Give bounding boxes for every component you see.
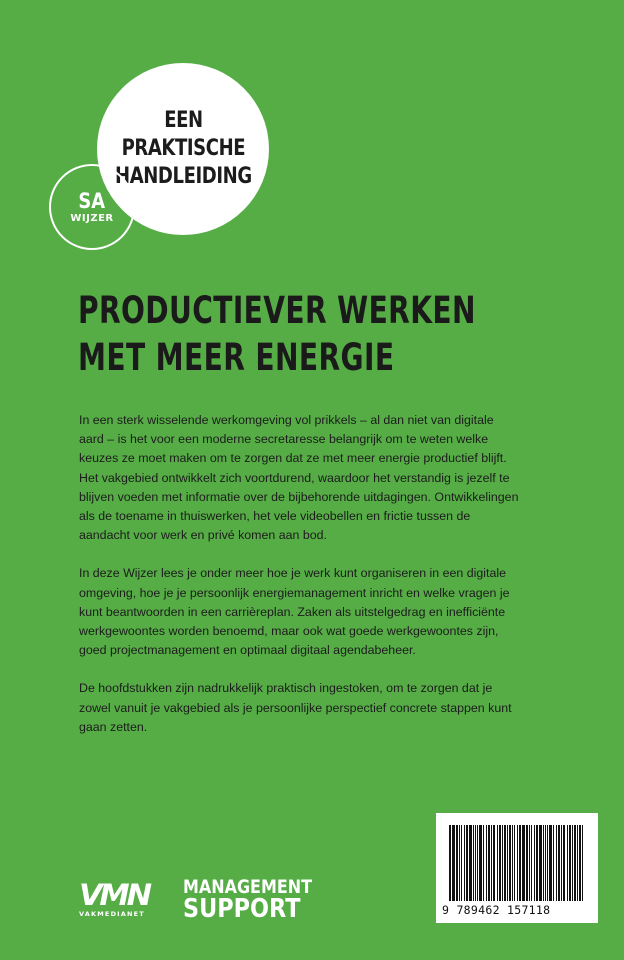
blurb-paragraph-2: In deze Wijzer lees je onder meer hoe je werk kunt organiseren in een digitale omgeving, hoe je je persoonlijk energiemanagement inricht en welke vragen je kunt beantwoorden in een carrièreplan. Zaken als uitstelgedrag en inefficiënte werkgewoontes worden benoemd, maar ook wat goede werkgewoontes zijn, goed projectmanagement en optimaal digitaal agendabeheer. xyxy=(79,566,510,658)
vmn-logo-mark: VMN xyxy=(79,878,149,912)
blurb xyxy=(79,411,519,756)
barcode-bar xyxy=(569,825,571,901)
barcode-bar xyxy=(507,825,508,901)
ms-logo-line-1: MANAGEMENT xyxy=(183,876,312,898)
badge-line-1: EEN xyxy=(163,108,203,133)
barcode-bar xyxy=(514,825,515,901)
barcode-bar xyxy=(545,825,546,901)
barcode-bar xyxy=(517,825,518,901)
isbn-number: 9 789462 157118 xyxy=(442,903,551,917)
barcode-bar xyxy=(473,825,474,901)
barcode-bar xyxy=(567,825,568,901)
barcode-bar xyxy=(499,825,501,901)
barcode-bar xyxy=(577,825,578,901)
barcode-bar xyxy=(549,825,552,901)
badge-line-3: HANDLEIDING xyxy=(114,164,252,189)
barcode-bar xyxy=(558,825,560,901)
barcode-bar xyxy=(509,825,511,901)
blurb-paragraph-1: In een sterk wisselende werkomgeving vol prikkels – al dan niet van digitale aard – is het voor een moderne secretaresse belangrijk om te weten welke keuzes ze moet maken om te zorgen dat ze met meer energie productief blijft. Het vakgebied ontwikkelt zich voortdurend, waardoor het verstandig is jezelf te blijven voeden met informatie over de bijbehorende uitdagingen. Ontwikkelingen als de toename in thuiswerken, het vele videobellen en frictie tussen de aandacht voor werk en privé komen aan bod. xyxy=(79,413,519,543)
barcode-bar xyxy=(475,825,476,901)
barcode-bar xyxy=(574,825,576,901)
ms-logo-line-2: SUPPORT xyxy=(183,894,301,924)
barcode-bar xyxy=(466,825,468,901)
headline-line-2: MET MEER ENERGIE xyxy=(78,336,395,379)
barcode-bar xyxy=(493,825,495,901)
management-support-logo xyxy=(183,876,337,924)
barcode-bar xyxy=(488,825,490,901)
barcode-bar xyxy=(469,825,472,901)
barcode-bar xyxy=(459,825,460,901)
barcode-bar xyxy=(522,825,525,901)
blurb-paragraph-3: De hoofdstukken zijn nadrukkelijk praktisch ingestoken, om te zorgen dat je zowel vanuit je vakgebied als je persoonlijke perspectief concrete stappen kunt gaan zetten. xyxy=(79,681,512,734)
series-badge xyxy=(49,164,135,250)
barcode-bar xyxy=(572,825,573,901)
barcode-bar xyxy=(464,825,465,901)
barcode-bar xyxy=(553,825,554,901)
barcode-bars xyxy=(449,825,585,901)
barcode-bar xyxy=(491,825,492,901)
barcode-bar xyxy=(534,825,535,901)
barcode-bar xyxy=(497,825,498,901)
isbn-barcode xyxy=(436,813,598,923)
barcode-bar xyxy=(531,825,532,901)
barcode-bar xyxy=(504,825,506,901)
barcode-bar xyxy=(579,825,581,901)
barcode-bar xyxy=(502,825,503,901)
barcode-bar xyxy=(486,825,487,901)
vakmedianet-logo xyxy=(79,878,149,918)
barcode-bar xyxy=(456,825,458,901)
series-subtitle: WIJZER xyxy=(70,212,114,224)
barcode-bar xyxy=(526,825,528,901)
badge-line-2: PRAKTISCHE xyxy=(121,136,245,161)
barcode-bar xyxy=(543,825,544,901)
barcode-bar xyxy=(539,825,542,901)
barcode-bar xyxy=(547,825,548,901)
barcode-bar xyxy=(512,825,513,901)
headline-line-1: PRODUCTIEVER WERKEN xyxy=(78,289,476,332)
barcode-bar xyxy=(582,825,583,901)
barcode-bar xyxy=(519,825,521,901)
barcode-bar xyxy=(483,825,484,901)
barcode-bar xyxy=(477,825,478,901)
barcode-bar xyxy=(563,825,565,901)
series-title: SA xyxy=(78,188,106,213)
vmn-logo-sub: VAKMEDIANET xyxy=(79,910,145,918)
headline xyxy=(78,287,624,381)
barcode-bar xyxy=(449,825,451,901)
barcode-bar xyxy=(556,825,557,901)
barcode-bar xyxy=(461,825,462,901)
barcode-bar xyxy=(529,825,530,901)
barcode-bar xyxy=(452,825,455,901)
barcode-bar xyxy=(479,825,482,901)
barcode-bar xyxy=(561,825,562,901)
barcode-bar xyxy=(536,825,538,901)
